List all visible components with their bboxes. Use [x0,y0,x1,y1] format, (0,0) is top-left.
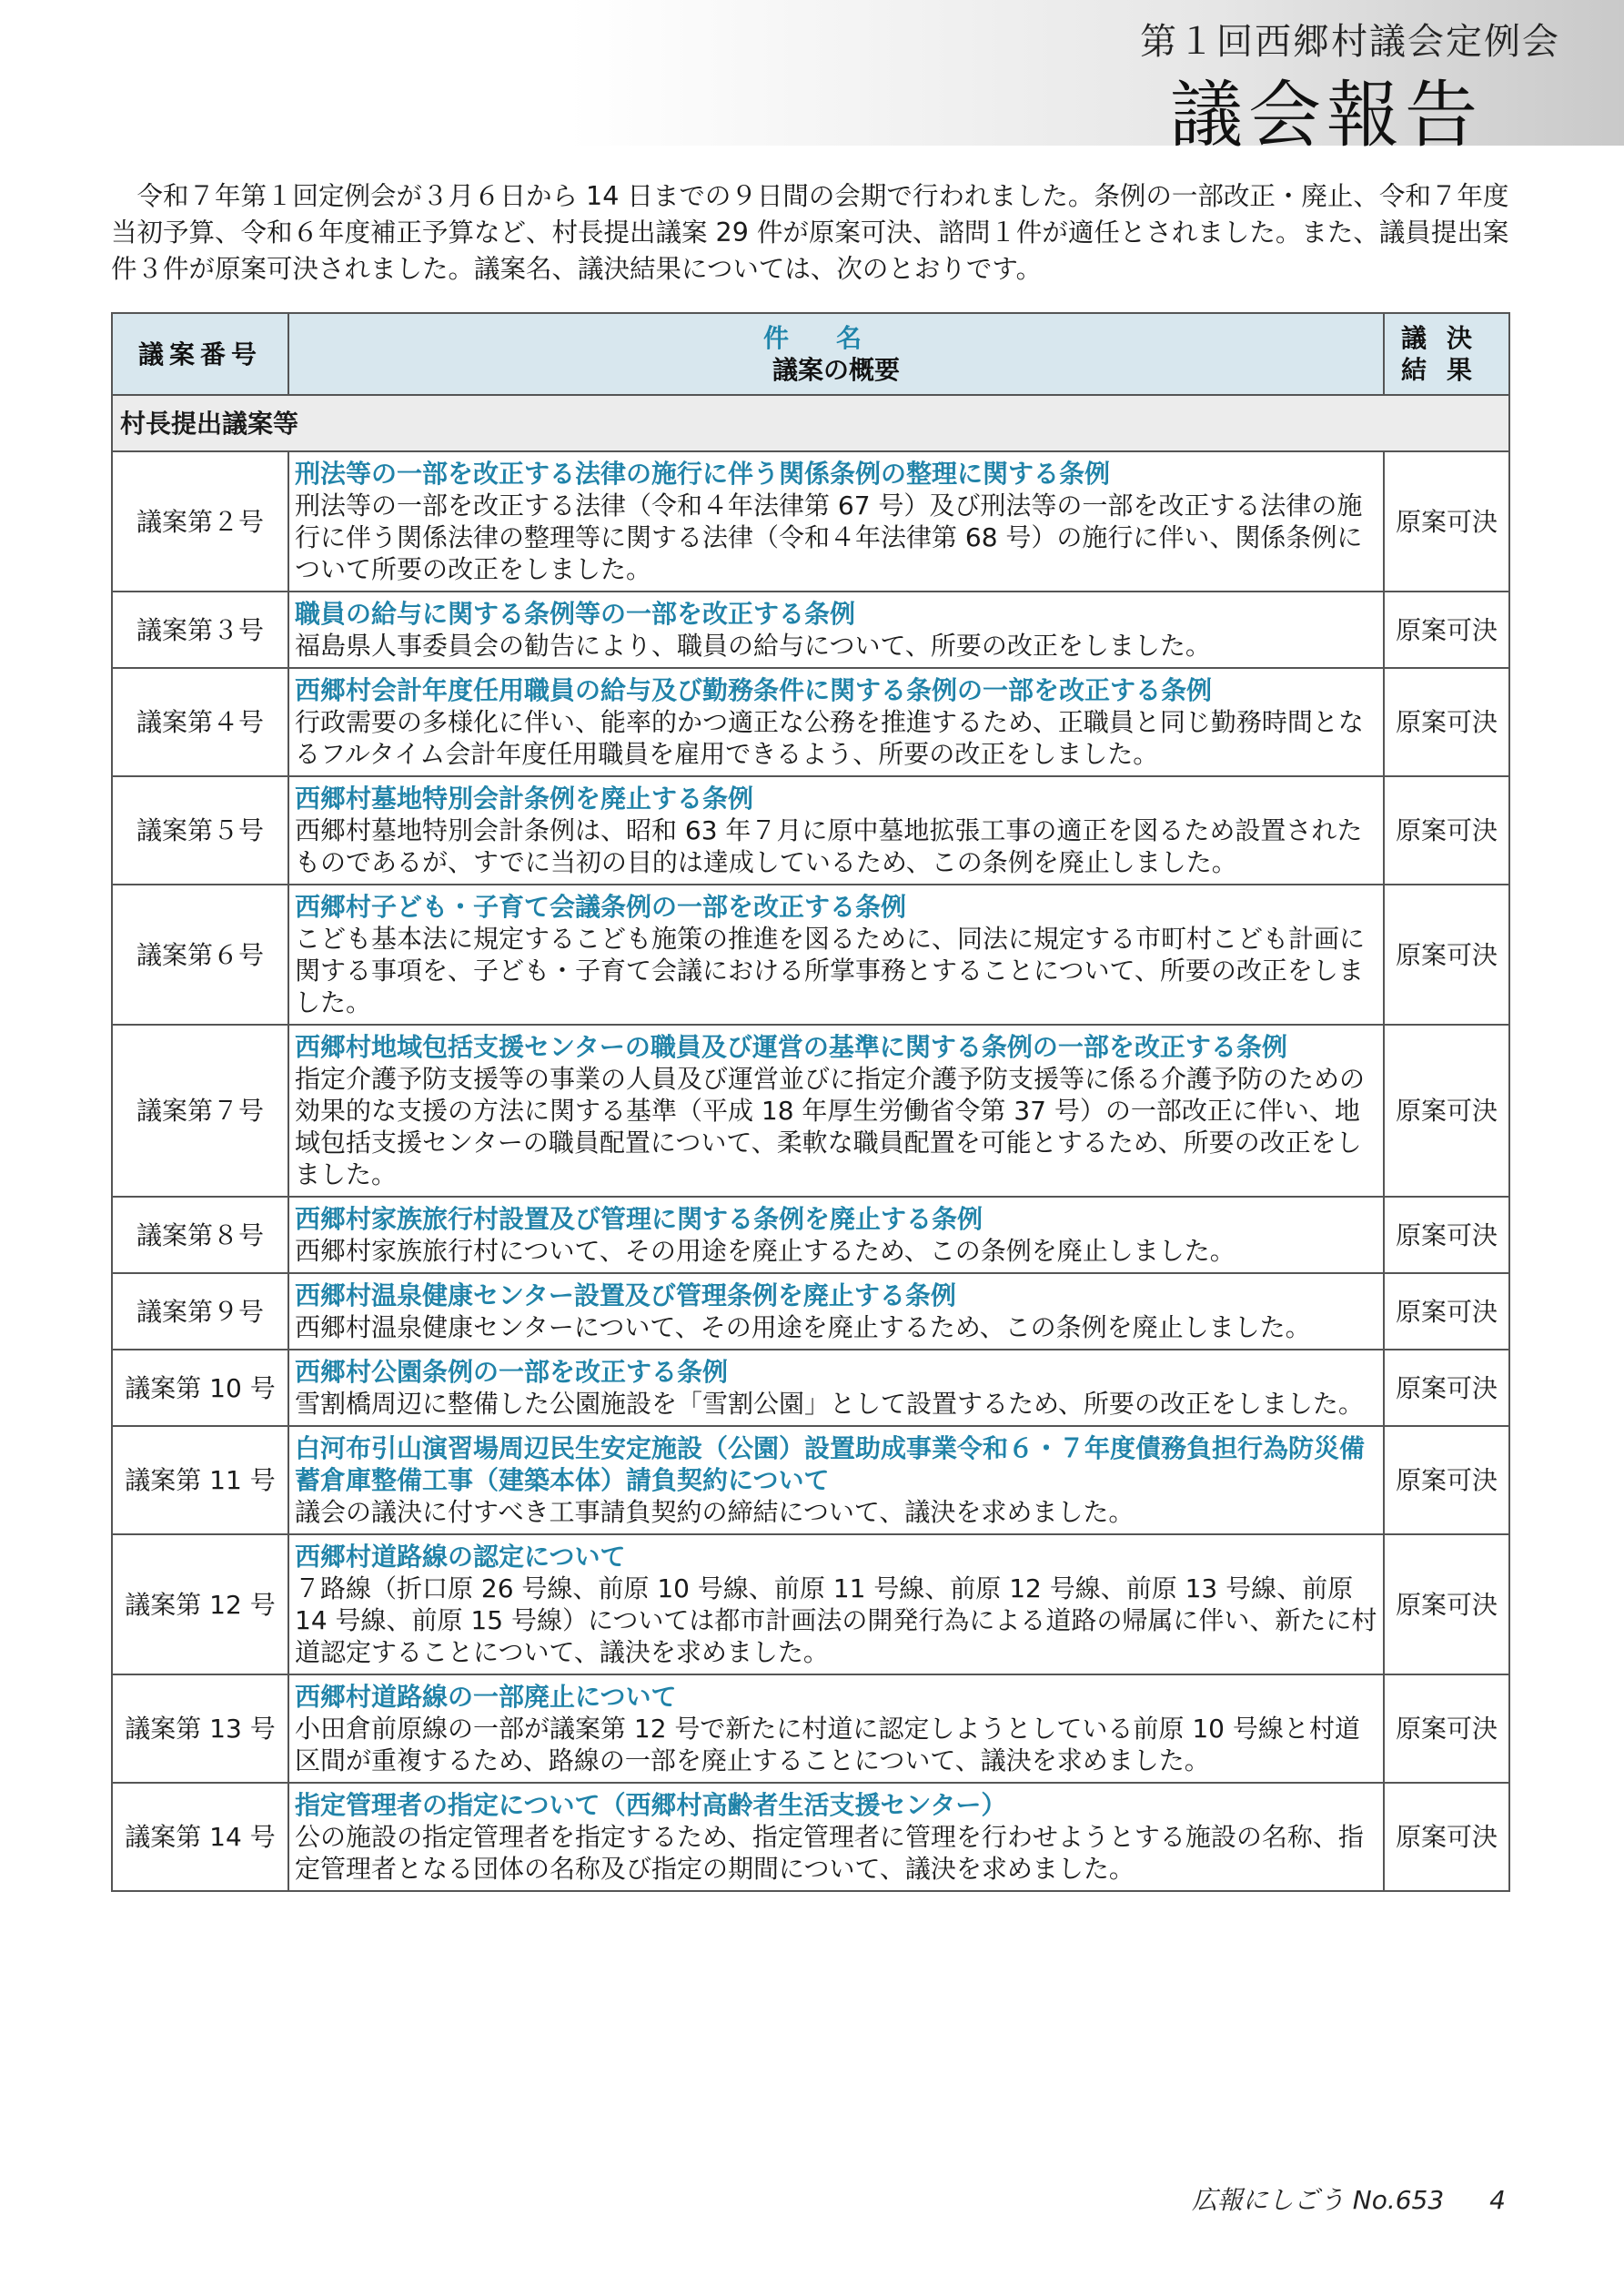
bill-number: 議案第６号 [112,885,288,1025]
bill-result: 原案可決 [1384,668,1509,776]
bill-title: 刑法等の一部を改正する法律の施行に伴う関係条例の整理に関する条例 [295,459,1111,489]
bill-summary: 議会の議決に付すべき工事請負契約の締結について、議決を求めました。 [295,1497,1135,1527]
table-row [112,1025,1509,1197]
header-result-line1: 議決 [1400,323,1492,353]
table-row [112,1674,1509,1783]
bill-title: 西郷村子ども・子育て会議条例の一部を改正する条例 [295,892,907,922]
table-row [112,776,1509,885]
bill-content [288,776,1384,885]
table-row [112,1783,1509,1891]
bill-number: 議案第７号 [112,1025,288,1197]
bill-summary: 刑法等の一部を改正する法律（令和４年法律第 67 号）及び刑法等の一部を改正する法律の施行に伴う関係法律の整理等に関する法律（令和４年法律第 68 号）の施行に伴い、関係条例について所要の改正をしました。 [295,491,1363,584]
bill-result: 原案可決 [1384,1273,1509,1350]
bill-content [288,1350,1384,1426]
bill-content [288,1197,1384,1273]
bill-title: 指定管理者の指定について（西郷村高齢者生活支援センター） [295,1790,1007,1820]
header-title-cell [288,313,1384,395]
bill-number: 議案第８号 [112,1197,288,1273]
bill-summary: 公の施設の指定管理者を指定するため、指定管理者に管理を行わせようとする施設の名称、指定管理者となる団体の名称及び指定の期間について、議決を求めました。 [295,1822,1364,1884]
bill-number: 議案第 13 号 [112,1674,288,1783]
bill-summary: 西郷村墓地特別会計条例は、昭和 63 年７月に原中墓地拡張工事の適正を図るため設置されたものであるが、すでに当初の目的は達成しているため、この条例を廃止しました。 [295,815,1363,877]
bill-result: 原案可決 [1384,1350,1509,1426]
bill-result: 原案可決 [1384,1197,1509,1273]
bill-content [288,1534,1384,1674]
session-subtitle: 第１回西郷村議会定例会 [1140,21,1560,63]
header-summary: 議案の概要 [772,355,900,385]
bill-content [288,668,1384,776]
bill-number: 議案第５号 [112,776,288,885]
bill-number: 議案第９号 [112,1273,288,1350]
bill-result: 原案可決 [1384,592,1509,668]
header-title: 件名 [762,323,909,353]
bill-content [288,885,1384,1025]
bill-number: 議案第 11 号 [112,1426,288,1534]
bill-content [288,1426,1384,1534]
bill-result: 原案可決 [1384,1426,1509,1534]
section-row [112,395,1509,451]
publication-name: 広報にしごう No.653 [1191,2185,1445,2215]
table-row [112,592,1509,668]
bill-number: 議案第４号 [112,668,288,776]
bill-title: 西郷村道路線の一部廃止について [295,1682,677,1712]
bill-title: 西郷村墓地特別会計条例を廃止する条例 [295,784,754,814]
page-footer [1192,2180,1506,2217]
bill-number: 議案第３号 [112,592,288,668]
table-header-row [112,313,1509,395]
bill-summary: ７路線（折口原 26 号線、前原 10 号線、前原 11 号線、前原 12 号線、前原 13 号線、前原 14 号線、前原 15 号線）については都市計画法の開発行為による道路の帰属に伴い、新たに村道認定することについて、議決を求めました。 [295,1573,1377,1667]
bill-title: 職員の給与に関する条例等の一部を改正する条例 [295,599,856,629]
page-number: 4 [1489,2185,1506,2215]
table-row [112,1350,1509,1426]
header-result-cell [1384,313,1509,395]
bill-title: 西郷村家族旅行村設置及び管理に関する条例を廃止する条例 [295,1204,983,1234]
intro-paragraph [111,178,1514,288]
header-number: 議案番号 [112,313,288,395]
bill-result: 原案可決 [1384,451,1509,592]
bill-number: 議案第２号 [112,451,288,592]
table-row [112,1273,1509,1350]
bill-result: 原案可決 [1384,1783,1509,1891]
bill-result: 原案可決 [1384,885,1509,1025]
table-row [112,885,1509,1025]
page-title: 議会報告 [1170,73,1483,157]
bill-summary: 行政需要の多様化に伴い、能率的かつ適正な公務を推進するため、正職員と同じ勤務時間となるフルタイム会計年度任用職員を雇用できるよう、所要の改正をしました。 [295,707,1364,769]
bill-title: 西郷村会計年度任用職員の給与及び勤務条件に関する条例の一部を改正する条例 [295,675,1213,705]
bill-number: 議案第 10 号 [112,1350,288,1426]
bill-result: 原案可決 [1384,1674,1509,1783]
bill-summary: 西郷村温泉健康センターについて、その用途を廃止するため、この条例を廃止しました。 [295,1312,1311,1342]
bill-summary: 福島県人事委員会の勧告により、職員の給与について、所要の改正をしました。 [295,631,1211,661]
table-row [112,1534,1509,1674]
bill-result: 原案可決 [1384,1025,1509,1197]
bill-summary: こども基本法に規定するこども施策の推進を図るために、同法に規定する市町村こども計画に関する事項を、子ども・子育て会議における所掌事務とすることについて、所要の改正をしました。 [295,924,1366,1017]
bill-summary: 指定介護予防支援等の事業の人員及び運営並びに指定介護予防支援等に係る介護予防のための効果的な支援の方法に関する基準（平成 18 年厚生労働省令第 37 号）の一部改正に伴い、地域包括支援センターの職員配置について、柔軟な職員配置を可能とするため、所要の改正をしました。 [295,1064,1366,1189]
bill-title: 西郷村公園条例の一部を改正する条例 [295,1357,729,1387]
bill-result: 原案可決 [1384,776,1509,885]
bill-content [288,1783,1384,1891]
bill-title: 白河布引山演習場周辺民生安定施設（公園）設置助成事業令和６・７年度債務負担行為防災備蓄倉庫整備工事（建築本体）請負契約について [295,1433,1366,1495]
bill-summary: 雪割橋周辺に整備した公園施設を「雪割公園」として設置するため、所要の改正をしました。 [295,1389,1364,1419]
table-row [112,451,1509,592]
bill-number: 議案第 12 号 [112,1534,288,1674]
agenda-table [111,312,1510,1892]
table-row [112,1197,1509,1273]
bill-summary: 小田倉前原線の一部が議案第 12 号で新たに村道に認定しようとしている前原 10 号線と村道区間が重複するため、路線の一部を廃止することについて、議決を求めました。 [295,1714,1360,1775]
intro-text: 令和７年第１回定例会が３月６日から 14 日までの９日間の会期で行われました。条例の一部改正・廃止、令和７年度当初予算、令和６年度補正予算など、村長提出議案 29 件が原案可決、諮問１件が適任とされました。また、議員提出案件３件が原案可決されました。議案名、議決結果については、次のとおりです。 [111,181,1509,284]
bill-summary: 西郷村家族旅行村について、その用途を廃止するため、この条例を廃止しました。 [295,1236,1236,1266]
bill-title: 西郷村地域包括支援センターの職員及び運営の基準に関する条例の一部を改正する条例 [295,1032,1287,1062]
bill-content [288,592,1384,668]
section-label: 村長提出議案等 [112,395,1509,451]
bill-title: 西郷村温泉健康センター設置及び管理条例を廃止する条例 [295,1280,956,1310]
table-row [112,668,1509,776]
bill-content [288,1273,1384,1350]
header-result-line2: 結果 [1400,355,1492,385]
bill-content [288,451,1384,592]
bill-title: 西郷村道路線の認定について [295,1542,626,1572]
bill-result: 原案可決 [1384,1534,1509,1674]
bill-content [288,1025,1384,1197]
bill-number: 議案第 14 号 [112,1783,288,1891]
bill-content [288,1674,1384,1783]
table-row [112,1426,1509,1534]
